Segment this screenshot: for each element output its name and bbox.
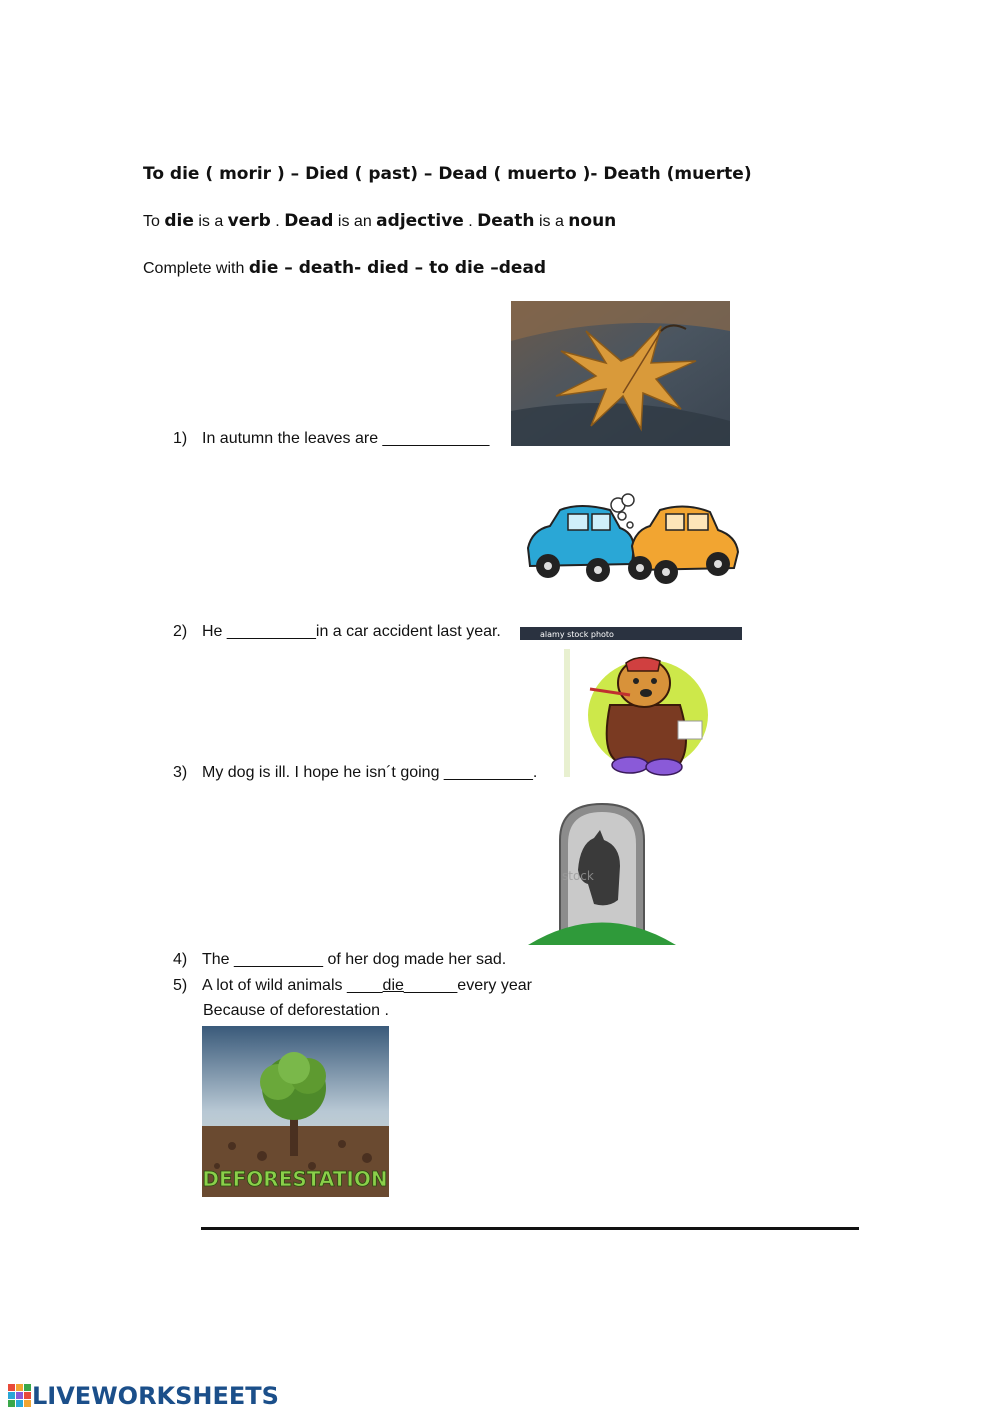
grammar-keyword: adjective	[376, 211, 464, 231]
grammar-text: .	[463, 213, 478, 230]
logo-text: LIVEWORKSHEETS	[32, 1382, 279, 1410]
footer-divider	[201, 1227, 859, 1230]
question-text[interactable]: In autumn the leaves are ____________	[202, 430, 490, 447]
stock-watermark: alamy stock photo	[540, 630, 614, 639]
worksheet-title: To die ( morir ) – Died ( past) – Dead ( muerto )- Death (muerte)	[143, 164, 752, 184]
question-4	[173, 951, 506, 969]
question-text[interactable]: My dog is ill. I hope he isn´t going __________.	[202, 764, 538, 781]
deforestation-image	[202, 1026, 389, 1197]
question-text: A lot of wild animals ____	[202, 977, 383, 994]
dog-tombstone-image	[528, 800, 676, 945]
question-number: 2)	[173, 623, 188, 640]
instruction	[143, 258, 546, 278]
grammar-explanation	[143, 211, 616, 231]
question-number: 4)	[173, 951, 188, 968]
grammar-keyword: verb	[227, 211, 271, 231]
grammar-text: is a	[534, 213, 569, 230]
question-2	[173, 623, 501, 641]
question-5	[173, 977, 532, 995]
grammar-text: .	[270, 213, 285, 230]
grammar-keyword: Dead	[284, 211, 334, 231]
question-text: ______every year	[403, 977, 532, 994]
question-text[interactable]: The __________ of her dog made her sad.	[202, 951, 507, 968]
grammar-text: is an	[333, 213, 377, 230]
word-bank: die – death- died – to die –dead	[248, 258, 547, 278]
question-number: 5)	[173, 977, 188, 994]
question-5-continued: Because of deforestation .	[203, 1002, 389, 1019]
logo-grid-icon	[8, 1384, 32, 1408]
question-number: 1)	[173, 430, 188, 447]
grammar-keyword: die	[164, 211, 194, 231]
grammar-text: is a	[193, 213, 228, 230]
question-3	[173, 764, 537, 782]
grammar-text: To	[143, 213, 165, 230]
deforestation-caption: DEFORESTATION	[202, 1167, 388, 1191]
car-accident-image	[520, 460, 742, 640]
answer-field[interactable]: die	[382, 977, 404, 994]
grammar-keyword: noun	[568, 211, 617, 231]
question-blank[interactable]: He __________	[202, 623, 316, 640]
instruction-label: Complete with	[143, 260, 249, 277]
question-1	[173, 430, 489, 448]
stock-watermark: stock	[562, 869, 594, 883]
sick-dog-image	[560, 645, 710, 780]
grammar-keyword: Death	[477, 211, 535, 231]
liveworksheets-logo[interactable]	[8, 1382, 279, 1410]
question-text: in a car accident last year.	[315, 623, 501, 640]
autumn-leaf-image	[511, 301, 730, 446]
question-number: 3)	[173, 764, 188, 781]
